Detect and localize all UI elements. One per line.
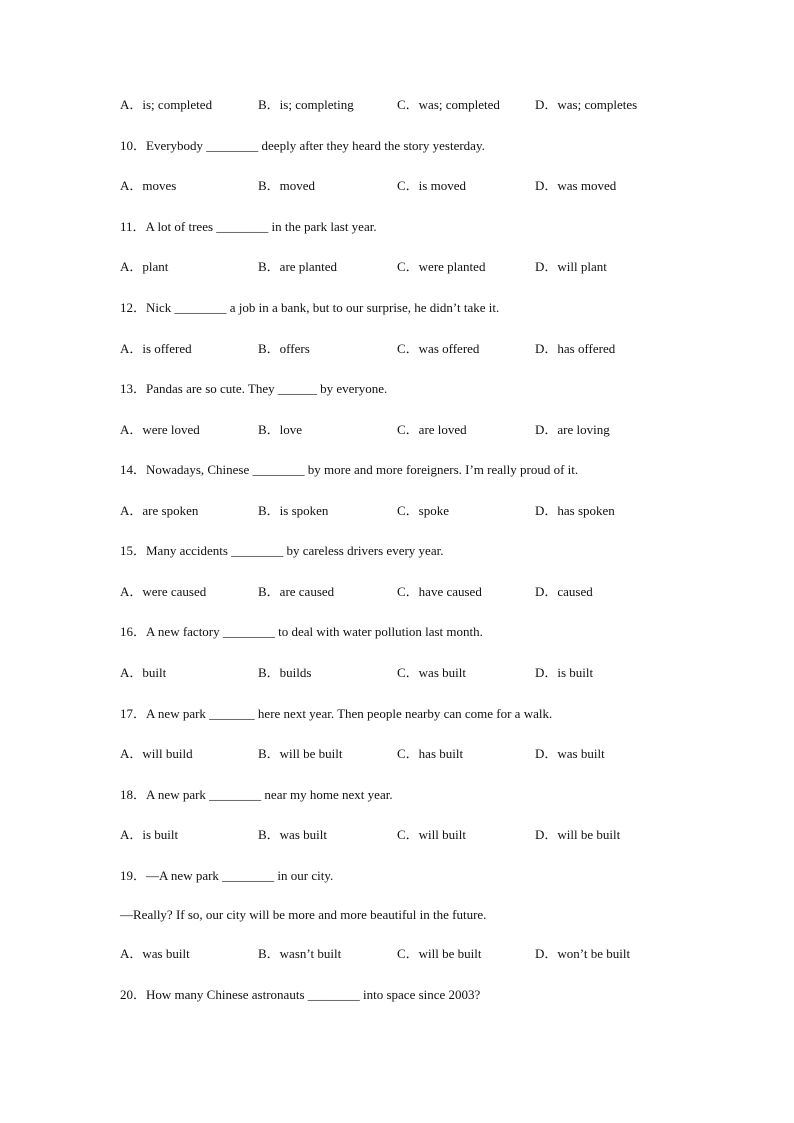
question-17-stem: 17．A new park _______ here next year. Then people nearby can come for a walk. [120, 706, 553, 721]
question-18-stem: 18．A new park ________ near my home next year. [120, 787, 393, 802]
option-c: C．will be built [397, 946, 482, 961]
option-c: C．was offered [397, 341, 480, 356]
options-row-q10 [120, 177, 754, 195]
option-c: C．have caused [397, 584, 482, 599]
options-row-q15 [120, 583, 754, 601]
option-d: D．has spoken [535, 503, 615, 518]
question-15-stem: 15．Many accidents ________ by careless drivers every year. [120, 543, 444, 558]
question-11-stem: 11．A lot of trees ________ in the park last year. [120, 219, 377, 234]
options-row-q17 [120, 745, 754, 763]
options-row-q13 [120, 421, 754, 439]
option-a: A．are spoken [120, 503, 199, 518]
option-c: C．is moved [397, 178, 466, 193]
options-row-q18 [120, 826, 754, 844]
option-b: B．will be built [258, 746, 343, 761]
option-a: A．is built [120, 827, 179, 842]
option-d: D．will plant [535, 259, 607, 274]
option-d: D．caused [535, 584, 593, 599]
option-b: B．moved [258, 178, 316, 193]
option-a: A．were loved [120, 422, 200, 437]
question-19-reply: —Really? If so, our city will be more and more beautiful in the future. [120, 907, 487, 922]
options-row-q9 [120, 96, 754, 114]
option-c: C．will built [397, 827, 466, 842]
question-13-stem: 13．Pandas are so cute. They ______ by everyone. [120, 381, 388, 396]
question-10-stem: 10．Everybody ________ deeply after they heard the story yesterday. [120, 138, 485, 153]
option-c: C．was built [397, 665, 466, 680]
option-b: B．is spoken [258, 503, 329, 518]
option-c: C．was; completed [397, 97, 500, 112]
option-d: D．was moved [535, 178, 617, 193]
option-b: B．offers [258, 341, 310, 356]
option-d: D．won’t be built [535, 946, 631, 961]
option-a: A．will build [120, 746, 193, 761]
option-b: B．was built [258, 827, 327, 842]
option-b: B．are planted [258, 259, 338, 274]
question-12-stem: 12．Nick ________ a job in a bank, but to our surprise, he didn’t take it. [120, 300, 500, 315]
option-a: A．plant [120, 259, 169, 274]
option-c: C．spoke [397, 503, 450, 518]
option-d: D．will be built [535, 827, 621, 842]
option-d: D．was built [535, 746, 605, 761]
option-b: B．love [258, 422, 303, 437]
option-a: A．is offered [120, 341, 192, 356]
option-c: C．are loved [397, 422, 467, 437]
option-d: D．has offered [535, 341, 616, 356]
option-b: B．builds [258, 665, 312, 680]
question-14-stem: 14．Nowadays, Chinese ________ by more and more foreigners. I’m really proud of it. [120, 462, 579, 477]
option-b: B．wasn’t built [258, 946, 342, 961]
option-c: C．were planted [397, 259, 486, 274]
option-a: A．was built [120, 946, 190, 961]
question-16-stem: 16．A new factory ________ to deal with water pollution last month. [120, 624, 483, 639]
options-row-q11 [120, 258, 754, 276]
option-d: D．was; completes [535, 97, 638, 112]
option-a: A．moves [120, 178, 177, 193]
option-b: B．is; completing [258, 97, 354, 112]
option-a: A．were caused [120, 584, 207, 599]
option-c: C．has built [397, 746, 464, 761]
options-row-q12 [120, 340, 754, 358]
options-row-q19 [120, 945, 754, 963]
option-a: A．built [120, 665, 167, 680]
option-d: D．is built [535, 665, 594, 680]
question-20-stem: 20．How many Chinese astronauts ________ into space since 2003? [120, 987, 481, 1002]
option-b: B．are caused [258, 584, 335, 599]
options-row-q16 [120, 664, 754, 682]
options-row-q14 [120, 502, 754, 520]
option-a: A．is; completed [120, 97, 213, 112]
option-d: D．are loving [535, 422, 610, 437]
question-19-stem: 19．—A new park ________ in our city. [120, 868, 334, 883]
